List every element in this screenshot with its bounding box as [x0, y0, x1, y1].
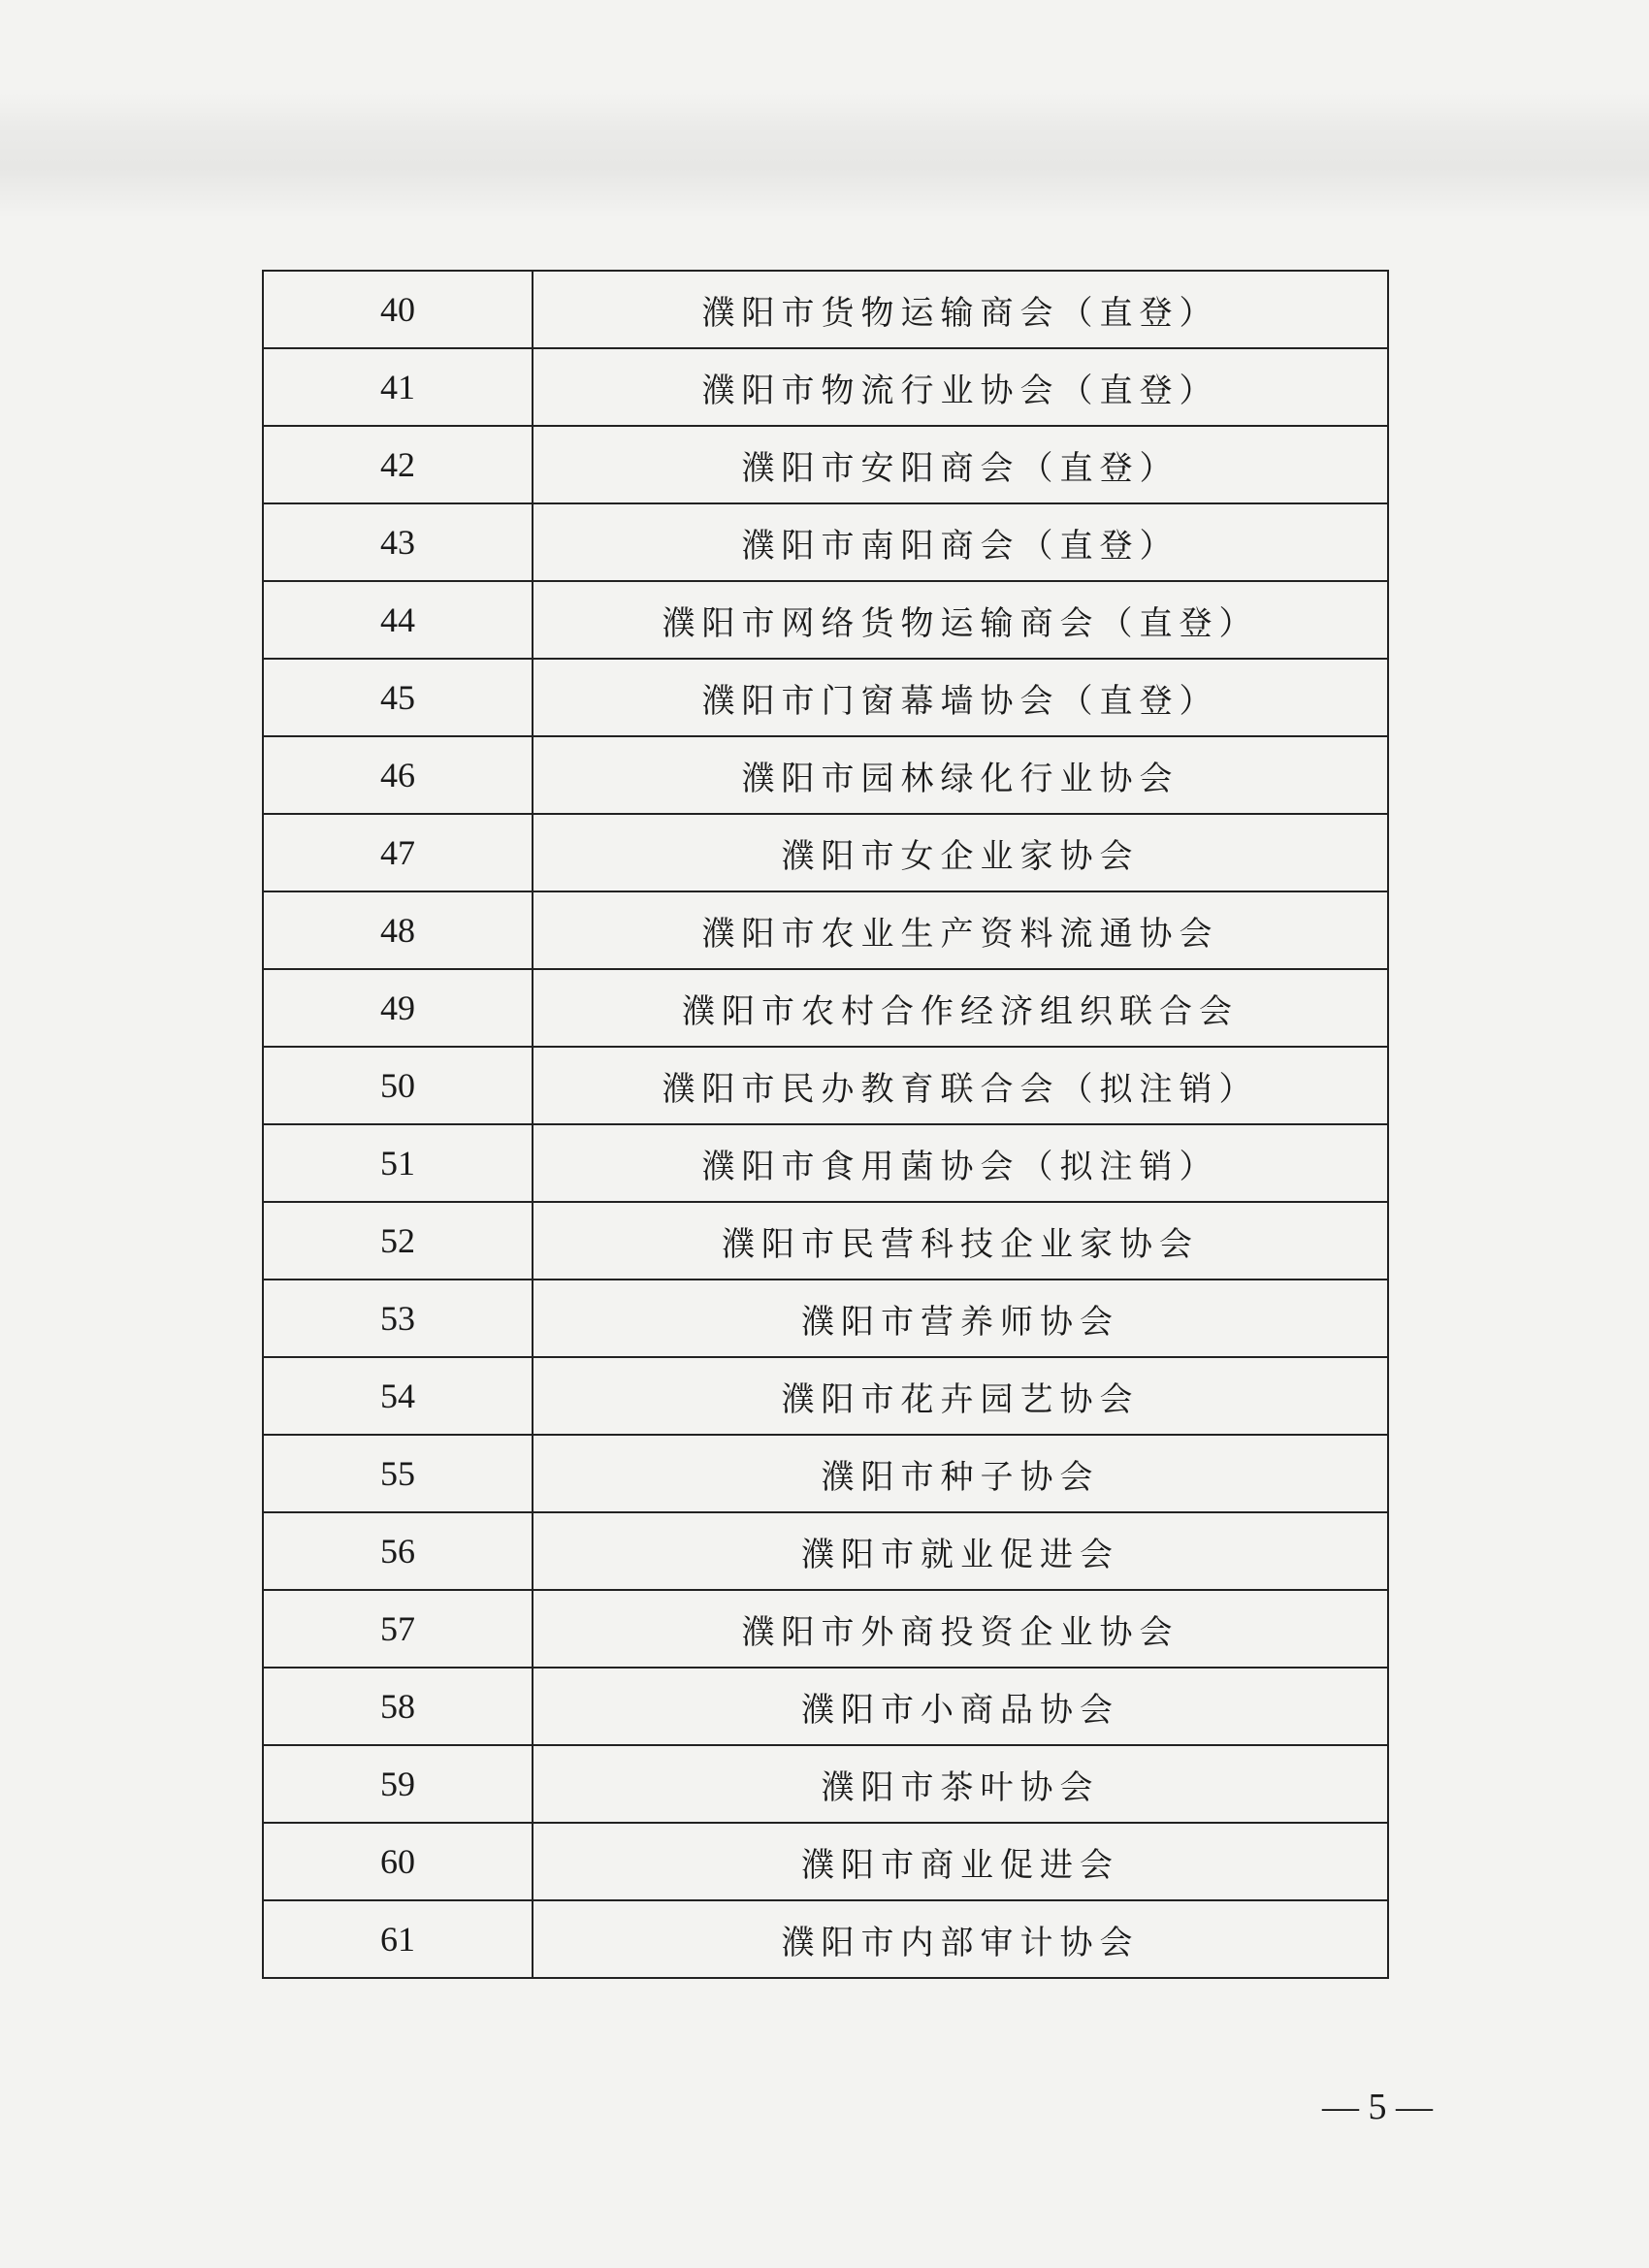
scan-shadow: [0, 92, 1649, 218]
table-row: [263, 891, 1388, 969]
table-row: [263, 1280, 1388, 1357]
table-row: [263, 814, 1388, 891]
organization-table: [262, 270, 1389, 1979]
organization-name: 濮阳市农业生产资料流通协会: [533, 891, 1388, 969]
table-row: [263, 503, 1388, 581]
row-number: 60: [263, 1823, 533, 1900]
table-row: [263, 1357, 1388, 1435]
row-number: 49: [263, 969, 533, 1047]
row-number: 50: [263, 1047, 533, 1124]
organization-name: 濮阳市食用菌协会（拟注销）: [533, 1124, 1388, 1202]
row-number: 61: [263, 1900, 533, 1978]
row-number: 54: [263, 1357, 533, 1435]
organization-name: 濮阳市外商投资企业协会: [533, 1590, 1388, 1668]
organization-name: 濮阳市茶叶协会: [533, 1745, 1388, 1823]
row-number: 53: [263, 1280, 533, 1357]
organization-name: 濮阳市南阳商会（直登）: [533, 503, 1388, 581]
organization-name: 濮阳市商业促进会: [533, 1823, 1388, 1900]
table-row: [263, 659, 1388, 736]
row-number: 55: [263, 1435, 533, 1512]
organization-name: 濮阳市女企业家协会: [533, 814, 1388, 891]
organization-name: 濮阳市花卉园艺协会: [533, 1357, 1388, 1435]
table-row: [263, 426, 1388, 503]
organization-name: 濮阳市就业促进会: [533, 1512, 1388, 1590]
row-number: 43: [263, 503, 533, 581]
row-number: 47: [263, 814, 533, 891]
table-row: [263, 1590, 1388, 1668]
organization-name: 濮阳市园林绿化行业协会: [533, 736, 1388, 814]
row-number: 48: [263, 891, 533, 969]
organization-name: 濮阳市安阳商会（直登）: [533, 426, 1388, 503]
table-row: [263, 1823, 1388, 1900]
page-number: — 5 —: [1322, 2087, 1433, 2127]
table-row: [263, 1668, 1388, 1745]
row-number: 52: [263, 1202, 533, 1280]
table-row: [263, 1512, 1388, 1590]
organization-name: 濮阳市内部审计协会: [533, 1900, 1388, 1978]
organization-name: 濮阳市货物运输商会（直登）: [533, 271, 1388, 348]
table-row: [263, 969, 1388, 1047]
organization-name: 濮阳市农村合作经济组织联合会: [533, 969, 1388, 1047]
table-row: [263, 1900, 1388, 1978]
row-number: 59: [263, 1745, 533, 1823]
row-number: 44: [263, 581, 533, 659]
row-number: 46: [263, 736, 533, 814]
organization-name: 濮阳市民办教育联合会（拟注销）: [533, 1047, 1388, 1124]
table-row: [263, 271, 1388, 348]
table-row: [263, 1435, 1388, 1512]
organization-name: 濮阳市门窗幕墙协会（直登）: [533, 659, 1388, 736]
organization-name: 濮阳市种子协会: [533, 1435, 1388, 1512]
row-number: 41: [263, 348, 533, 426]
organization-name: 濮阳市营养师协会: [533, 1280, 1388, 1357]
row-number: 40: [263, 271, 533, 348]
table-row: [263, 1047, 1388, 1124]
table-row: [263, 348, 1388, 426]
row-number: 56: [263, 1512, 533, 1590]
organization-name: 濮阳市网络货物运输商会（直登）: [533, 581, 1388, 659]
table-row: [263, 1745, 1388, 1823]
row-number: 51: [263, 1124, 533, 1202]
table-row: [263, 736, 1388, 814]
table-row: [263, 581, 1388, 659]
table-row: [263, 1124, 1388, 1202]
organization-name: 濮阳市物流行业协会（直登）: [533, 348, 1388, 426]
row-number: 42: [263, 426, 533, 503]
row-number: 45: [263, 659, 533, 736]
table-row: [263, 1202, 1388, 1280]
organization-name: 濮阳市小商品协会: [533, 1668, 1388, 1745]
row-number: 58: [263, 1668, 533, 1745]
organization-name: 濮阳市民营科技企业家协会: [533, 1202, 1388, 1280]
row-number: 57: [263, 1590, 533, 1668]
